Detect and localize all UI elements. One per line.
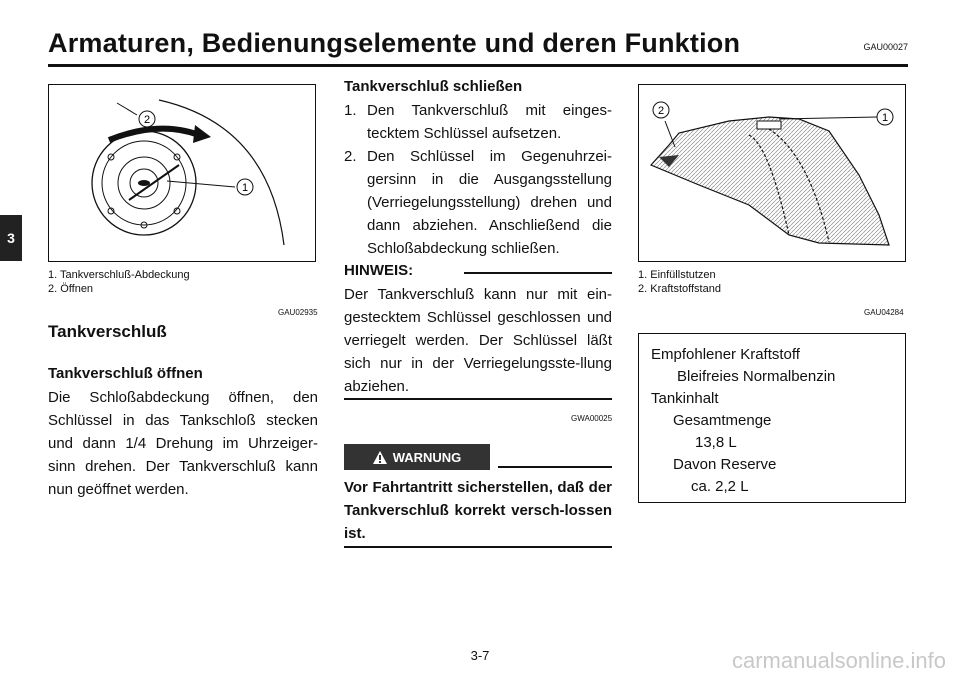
step-text: Den Tankverschluß mit einges-tecktem Schlüssel aufsetzen.	[367, 102, 612, 142]
spec-value: Bleifreies Normalbenzin	[677, 368, 836, 385]
warning-badge	[344, 444, 490, 470]
callout-1: 1	[881, 112, 889, 124]
divider	[344, 398, 612, 400]
fuel-tank-illustration	[639, 85, 905, 261]
warning-code: GWA00025	[571, 414, 613, 423]
spec-label: Empfohlener Kraftstoff	[651, 346, 800, 363]
step-number: 1.	[344, 102, 357, 119]
caption-item: 2. Öffnen	[48, 283, 94, 295]
spec-value: ca. 2,2 L	[691, 478, 749, 495]
subheading: Tankverschluß schließen	[344, 78, 523, 95]
spec-value: 13,8 L	[695, 434, 737, 451]
note-text: Der Tankverschluß kann nur mit ein-gestecktem Schlüssel geschlossen und verriegelt werden. Der Schlüssel läßt sich nur in der Verriegelungsste-llung abziehen.	[344, 286, 612, 395]
divider	[344, 546, 612, 548]
figure-caption	[48, 268, 190, 296]
divider	[498, 466, 612, 468]
spec-sublabel: Davon Reserve	[673, 456, 777, 473]
note-label: HINWEIS:	[344, 262, 414, 279]
callout-1: 1	[241, 182, 249, 194]
divider	[464, 272, 612, 274]
step-number: 2.	[344, 148, 357, 165]
chapter-tab[interactable]: 3	[0, 215, 22, 261]
caption-item: 1. Einfüllstutzen	[638, 269, 716, 281]
fuel-spec-box	[638, 333, 906, 503]
warning-label: WARNUNG	[392, 449, 462, 465]
warning-text: Vor Fahrtantritt sicherstellen, daß der Tankverschluß korrekt versch-lossen ist.	[344, 479, 612, 542]
callout-2: 2	[143, 114, 151, 126]
section-code: GAU04284	[864, 308, 904, 317]
caption-item: 1. Tankverschluß-Abdeckung	[48, 269, 190, 281]
watermark: carmanualsonline.info	[731, 648, 946, 673]
header-rule	[48, 64, 908, 67]
list-item	[344, 145, 612, 260]
section-heading: Tankverschluß	[48, 322, 167, 341]
fuel-cap-illustration	[49, 85, 315, 261]
callout-2: 2	[657, 105, 665, 117]
page-number: 3-7	[470, 648, 490, 663]
page-title: Armaturen, Bedienungselemente und deren Funktion	[48, 28, 741, 58]
step-text: Den Schlüssel im Gegenuhrzei-gersinn in die Ausgangsstellung (Verriegelungsstellung) drehen und dann abziehen. Anschließend die Schloßabdeckung schließen.	[367, 148, 612, 257]
section-code: GAU02935	[278, 308, 318, 317]
warning-triangle-icon	[373, 451, 387, 464]
spec-sublabel: Gesamtmenge	[673, 412, 772, 429]
figure-caption	[638, 268, 721, 296]
steps-list	[344, 99, 612, 260]
list-item	[344, 99, 612, 145]
fuel-tank-figure	[638, 84, 906, 262]
body-text: Die Schloßabdeckung öffnen, den Schlüssel in das Tankschloß stecken und dann 1/4 Drehung im Uhrzeiger-sinn drehen. Der Tankverschluß kann nun geöffnet werden.	[48, 389, 318, 498]
section-code: GAU00027	[863, 42, 908, 52]
caption-item: 2. Kraftstoffstand	[638, 283, 721, 295]
spec-label: Tankinhalt	[651, 390, 719, 407]
subheading: Tankverschluß öffnen	[48, 365, 203, 382]
fuel-cap-figure	[48, 84, 316, 262]
